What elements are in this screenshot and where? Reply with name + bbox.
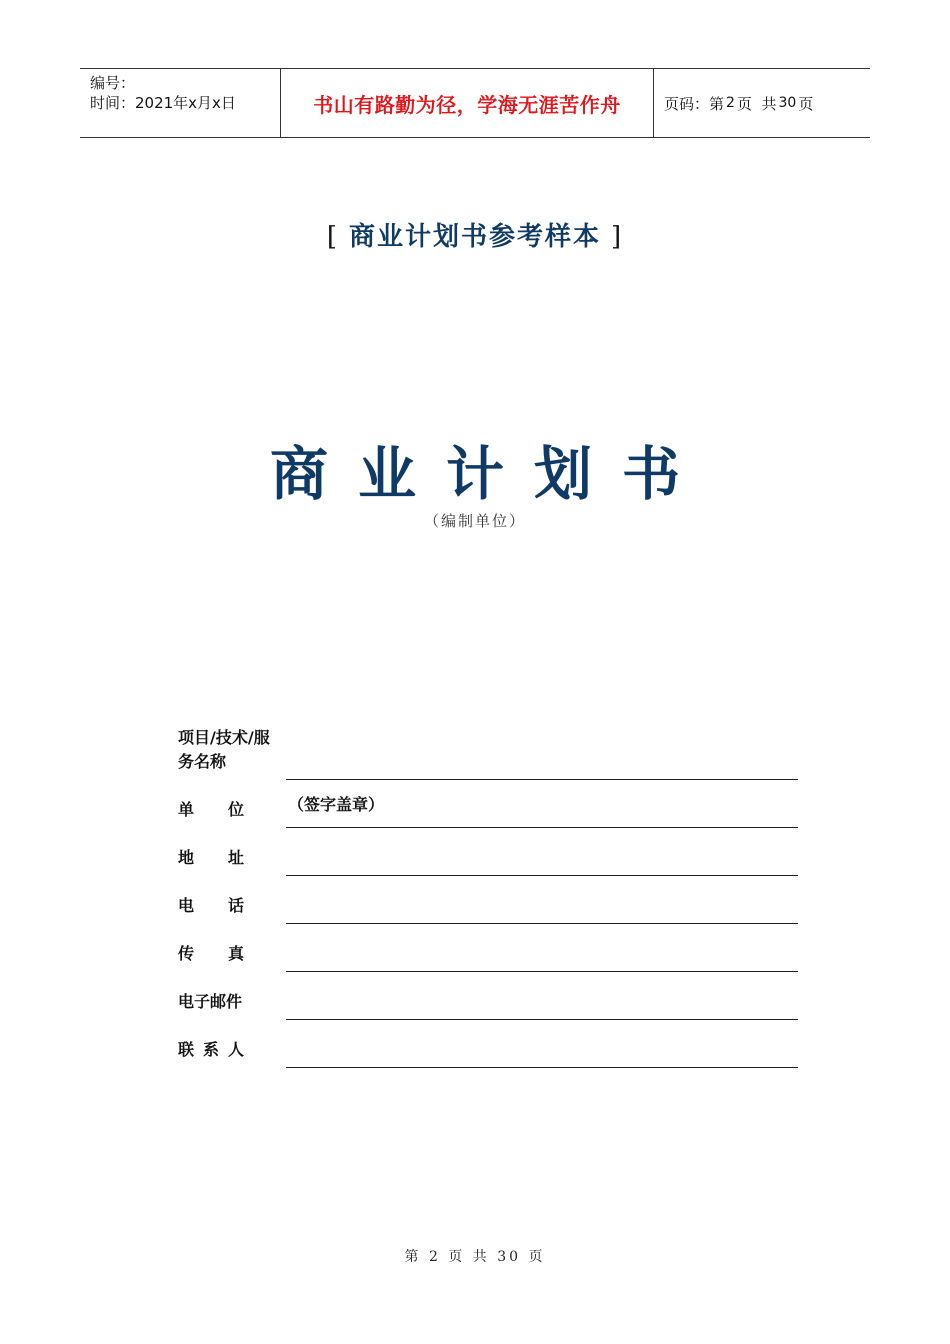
unit-value: （签字盖章） <box>288 795 385 814</box>
fax-label <box>178 942 244 966</box>
number-label: 编号： <box>90 74 136 92</box>
fax-label-char: 传 <box>178 944 195 963</box>
sample-title-text: 商业计划书参考样本 <box>348 222 601 252</box>
page-total: 30 <box>778 95 797 111</box>
page-mid: 页 共 <box>736 94 777 113</box>
page-number: 2 <box>726 95 735 111</box>
address-label <box>178 846 244 870</box>
phone-label-char: 电 <box>178 896 195 915</box>
subtitle: （编制单位） <box>423 512 526 530</box>
form-row-contact <box>178 1020 798 1068</box>
form-row-fax <box>178 924 798 972</box>
project-label: 项目/技术/服务名称 <box>178 728 270 771</box>
header-page-info <box>654 69 870 137</box>
page-footer: 第 2 页 共 30 页 <box>404 1249 546 1265</box>
form-row-unit <box>178 780 798 828</box>
form-row-email <box>178 972 798 1020</box>
page-prefix: 页码：第 <box>664 94 725 113</box>
form-row-project <box>178 730 798 780</box>
main-title: 商业计划书 <box>269 440 710 508</box>
unit-label-char: 单 <box>178 800 195 819</box>
info-form <box>178 730 798 1068</box>
address-label-char: 地 <box>178 848 195 867</box>
contact-label-char: 人 <box>227 1040 244 1059</box>
page-header <box>80 68 870 138</box>
contact-field-line[interactable] <box>286 1067 798 1068</box>
contact-label-char: 联 <box>178 1040 195 1059</box>
contact-label <box>178 1038 244 1062</box>
time-label: 时间：2021年x月x日 <box>90 94 236 112</box>
address-label-char: 址 <box>227 848 244 867</box>
email-label: 电子邮件 <box>178 992 243 1011</box>
form-row-phone <box>178 876 798 924</box>
page-suffix: 页 <box>798 94 814 113</box>
phone-label-char: 话 <box>227 896 244 915</box>
unit-label <box>178 798 244 822</box>
contact-label-char: 系 <box>202 1040 219 1059</box>
header-motto: 书山有路勤为径，学海无涯苦作舟 <box>281 69 654 137</box>
fax-label-char: 真 <box>227 944 244 963</box>
close-bracket: ] <box>611 222 624 252</box>
phone-label <box>178 894 244 918</box>
form-row-address <box>178 828 798 876</box>
unit-label-char: 位 <box>227 800 244 819</box>
sample-title <box>0 216 950 253</box>
open-bracket: [ <box>326 222 339 252</box>
header-meta <box>80 69 281 137</box>
